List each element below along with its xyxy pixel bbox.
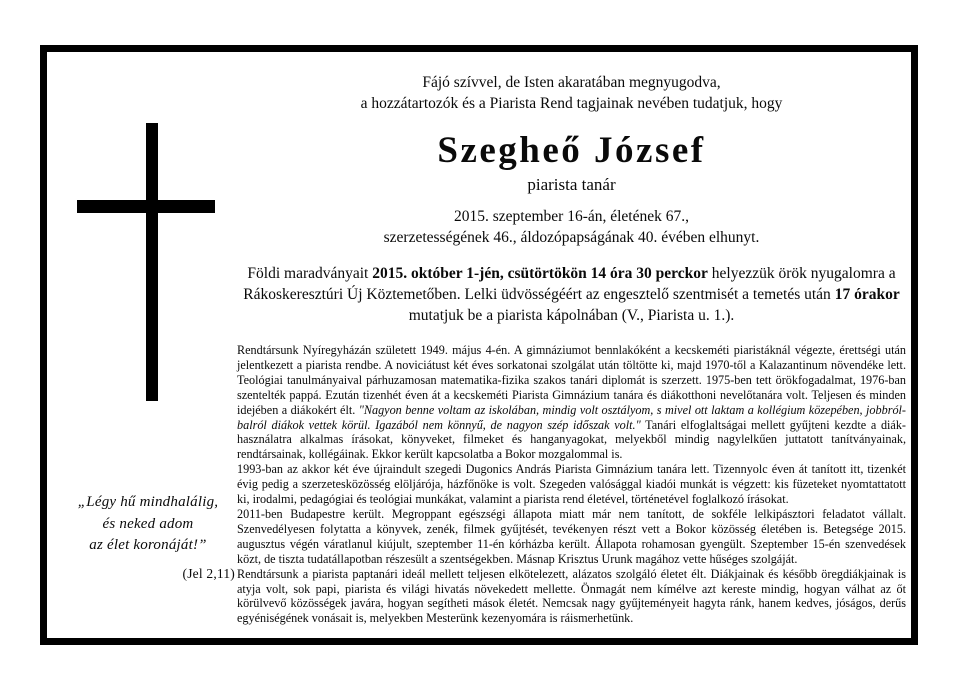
biography [237,343,906,626]
text-segment: Földi maradványait [247,265,373,282]
main-column [237,52,906,626]
scripture-quote-line: és neked adom [102,515,194,532]
text-segment: 1993-ban az akkor két éve újraindult szegedi Dugonics András Piarista Gimnázium tanára lett. Tizennyolc éven át tanított itt, tizenkét évig pedig a szerzetesközösség elöljárója, házfőnöke is volt. Szegeden valósággal kiadói munkát is végzett: kis füzeteket nyomtattatott ki, irodalmi, pedagógiai és teológiai munkákat, valamint a piarista rend életével, történetével foglalkozó írásokat. [237,462,906,507]
deceased-name: Szegheő József [437,130,706,171]
biography-paragraph [237,343,906,462]
announcement-intro-line: a hozzátartozók és a Piarista Rend tagjainak nevében tudatjuk, hogy [360,95,783,112]
text-segment: Rendtársunk a piarista paptanári ideál mellett teljesen elkötelezett, alázatos szolgáló életet élt. Diákjainak és később öregdiákjainak is atyja volt, sok papi, piarista és világi hivatás növekedett mellette. Önmagát nem kímélve azt kereste mindig, hogyan válhat az őt körülvevő közösségek javára, hogyan segítheti mások életét. Nemcsak nagy gyűjteményeit hagyta ránk, hanem kedves, jóságos, derűs egyéniségének vonásait is, melyekben Mesterünk kezenyomára is ráismerhetünk. [237,566,906,626]
text-segment: Rendtársunk Nyíregyházán született 1949. május 4-én. A gimnáziumot bennlakóként a kecskeméti piaristáknál végezte, érettségi után jelentkezett a piarista rendbe. A noviciátust két éves sorkatonai szolgálat után töltötte ki, majd 1970-től a Kalazantinum növendéke lett. Teológiai tanulmányaival párhuzamosan matematika-fizika szakos tanári diplomát is szerzett. 1975-ben tett örökfogadalmat, 1976-ban szentelték pappá. Ezután tizenhét éven át a kecskeméti Piarista Gimnázium tanára és diákotthoni nevelőtanára volt. Teljesen és minden idejében a diákokért élt. [237,343,906,417]
text-segment: 17 órakor [834,286,900,303]
text-segment: "Nagyon benne voltam az iskolában, mindig volt osztályom, s mivel ott laktam a kollégium közepében, jobbról-balról diákok vettek körül. Igazából nem könnyű, de nagyon szép időszak volt." [237,402,906,432]
text-segment: mutatjuk be a piarista kápolnában (V., Piarista u. 1.). [408,307,735,324]
announcement-intro [237,72,906,114]
cross-horizontal-bar [77,200,215,213]
death-date-line: szerzetességének 46., áldozópapságának 40. évében elhunyt. [383,229,760,246]
text-segment: Tanári elfoglaltságai mellett gyűjteni kezdte a diák-használatra alkalmas írásokat, könyveket, filmeket és hanganyagokat, melyekből mindig nagylelkűen juttatott tanítványainak, rendtársainak, kollégáinak. Ekkor került kapcsolatba a Bokor mozgalommal is. [237,417,906,462]
funeral-announcement [237,263,906,326]
biography-paragraph [237,567,906,627]
text-segment: 2011-ben Budapestre került. Megroppant egészségi állapota miatt már nem tanított, de sokféle lelkipásztori feladatot vállalt. Szenvedélyesen folytatta a könyvek, zenék, filmek gyűjtését, tevékenyen részt vett a Bokor közösség életében is. Betegsége 2015. augusztus végén váratlanul kiújult, szeptember 11-én kórházba került. Állapota rohamosan gyengült. Szeptember 15-én szenvedések közt, de tiszta tudatállapotban részesült a szentségekben. Másnap Krisztus Urunk magához vette hűséges szolgáját. [237,506,906,566]
death-date-block [237,206,906,248]
death-date-line: 2015. szeptember 16-án, életének 67., [454,208,689,225]
cross-vertical-bar [146,123,158,401]
deceased-role: piarista tanár [527,175,616,194]
border-frame [40,45,918,645]
text-segment: helyezzük örök nyugalomra a Rákoskeresztúri Új Köztemetőben. Lelki üdvösségéért az engesztelő szentmisét a temetés után [243,265,896,303]
scripture-quote [57,492,239,584]
scripture-quote-line: „Légy hű mindhalálig, [77,494,219,510]
announcement-intro-line: Fájó szívvel, de Isten akaratában megnyugodva, [422,74,721,91]
text-segment: 2015. október 1-jén, csütörtökön 14 óra 30 perckor [372,265,708,282]
biography-paragraph [237,462,906,507]
scripture-reference: (Jel 2,11) [182,565,235,581]
scripture-quote-line: az élet koronáját!” [89,537,207,553]
biography-paragraph [237,507,906,567]
